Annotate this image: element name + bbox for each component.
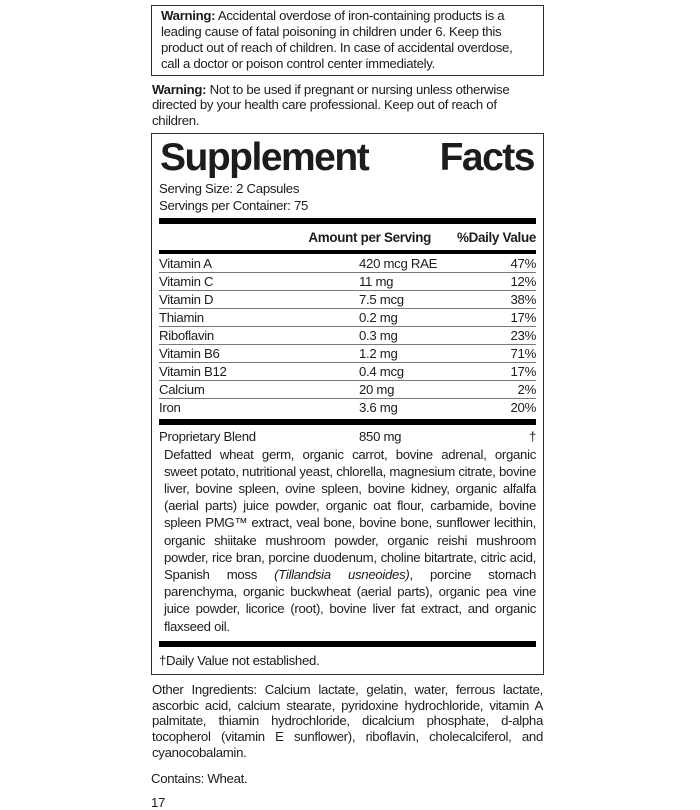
nutrient-row [159, 291, 536, 309]
table-header-row [159, 227, 536, 248]
nutrient-row [159, 381, 536, 399]
nutrient-row [159, 345, 536, 363]
warning-box [151, 5, 544, 76]
blend-amount: 850 mg [359, 429, 402, 444]
blend-dv: † [528, 429, 536, 444]
warning-note [151, 82, 544, 129]
nutrient-amount: 7.5 mcg [359, 292, 404, 307]
warning-note-label: Warning: [152, 81, 207, 97]
serving-size: Serving Size: 2 Capsules [159, 181, 300, 197]
blend-description-latin: (Tillandsia usneoides) [274, 566, 410, 582]
column-header-daily-value: %Daily Value [456, 230, 536, 245]
nutrient-name: Thiamin [159, 310, 204, 325]
proprietary-blend-row [159, 428, 536, 445]
nutrient-amount: 0.2 mg [359, 310, 398, 325]
label-column [151, 5, 544, 810]
divider-bar-footnote [159, 641, 536, 647]
nutrient-dv: 71% [510, 346, 536, 361]
nutrient-name: Iron [159, 400, 181, 415]
warning-text: Accidental overdose of iron-containing products is a leading cause of fatal poisoning in children under 6. Keep this product out of reach of children. In case of accidental overdose, call a doctor or poison control center immediately. [161, 8, 513, 71]
nutrient-dv: 47% [510, 256, 536, 271]
title-word-supplement: Supplement [160, 136, 369, 180]
contains-statement: Contains: Wheat. [151, 770, 248, 786]
warning-note-text: Not to be used if pregnant or nursing unless otherwise directed by your health care professional. Keep out of reach of children. [152, 81, 510, 128]
title-word-facts: Facts [439, 136, 534, 180]
warning-label: Warning: [161, 8, 216, 23]
nutrient-dv: 17% [510, 364, 536, 379]
nutrient-amount: 0.4 mcg [359, 364, 404, 379]
page-number: 17 [151, 794, 166, 810]
divider-bar-blend [159, 419, 536, 425]
nutrient-name: Riboflavin [159, 328, 214, 343]
nutrient-name: Vitamin B12 [159, 364, 227, 379]
nutrient-row [159, 399, 536, 416]
divider-bar-header [159, 250, 536, 254]
nutrient-row [159, 255, 536, 273]
blend-description [159, 445, 536, 638]
blend-name: Proprietary Blend [159, 429, 256, 444]
nutrient-name: Vitamin A [159, 256, 212, 271]
nutrient-row [159, 273, 536, 291]
nutrient-name: Vitamin D [159, 292, 214, 307]
nutrient-dv: 12% [510, 274, 536, 289]
blend-description-tail: , porcine stomach parenchyma, organic buckwheat (aerial parts), organic pea vine juice powder, licorice (root), bovine liver fat extract, and organic flaxseed oil. [164, 566, 537, 634]
supplement-facts-panel [151, 133, 544, 674]
supplement-facts-title [160, 137, 534, 178]
nutrient-amount: 0.3 mg [359, 328, 398, 343]
nutrient-row [159, 363, 536, 381]
column-header-amount: Amount per Serving [308, 230, 431, 245]
nutrient-dv: 23% [510, 328, 536, 343]
nutrient-dv: 2% [517, 382, 536, 397]
nutrient-dv: 20% [510, 400, 536, 415]
nutrient-amount: 1.2 mg [359, 346, 398, 361]
servings-per-container: Servings per Container: 75 [159, 198, 309, 214]
nutrient-name: Vitamin C [159, 274, 214, 289]
nutrient-dv: 17% [510, 310, 536, 325]
nutrient-amount: 11 mg [359, 274, 394, 289]
nutrient-amount: 3.6 mg [359, 400, 398, 415]
divider-bar-top [159, 218, 536, 224]
nutrient-row [159, 327, 536, 345]
nutrient-name: Calcium [159, 382, 205, 397]
nutrient-dv: 38% [510, 292, 536, 307]
nutrient-name: Vitamin B6 [159, 346, 220, 361]
nutrient-amount: 20 mg [359, 382, 395, 397]
nutrient-amount: 420 mcg RAE [359, 256, 438, 271]
blend-description-lead: Defatted wheat germ, organic carrot, bovine adrenal, organic sweet potato, nutritional yeast, chlorella, magnesium citrate, bovine liver, bovine spleen, ovine spleen, bovine kidney, organic alfalfa (aerial parts) juice powder, organic oat flour, carbamide, bovine spleen PMG™ extract, veal bone, bovine bone, sunflower lecithin, organic shiitake mushroom powder, organic reishi mushroom powder, rice bran, porcine duodenum, choline bitartrate, citric acid, Spanish moss [164, 446, 536, 582]
other-ingredients: Other Ingredients: Calcium lactate, gelatin, water, ferrous lactate, ascorbic acid, calcium stearate, pyridoxine hydrochloride, vitamin A palmitate, thiamin hydrochloride, dicalcium phosphate, d-alpha tocopherol (vitamin E sunflower), riboflavin, cholecalciferol, and cyanocobalamin. [152, 681, 543, 760]
nutrient-row [159, 309, 536, 327]
daily-value-footnote: †Daily Value not established. [159, 652, 320, 668]
